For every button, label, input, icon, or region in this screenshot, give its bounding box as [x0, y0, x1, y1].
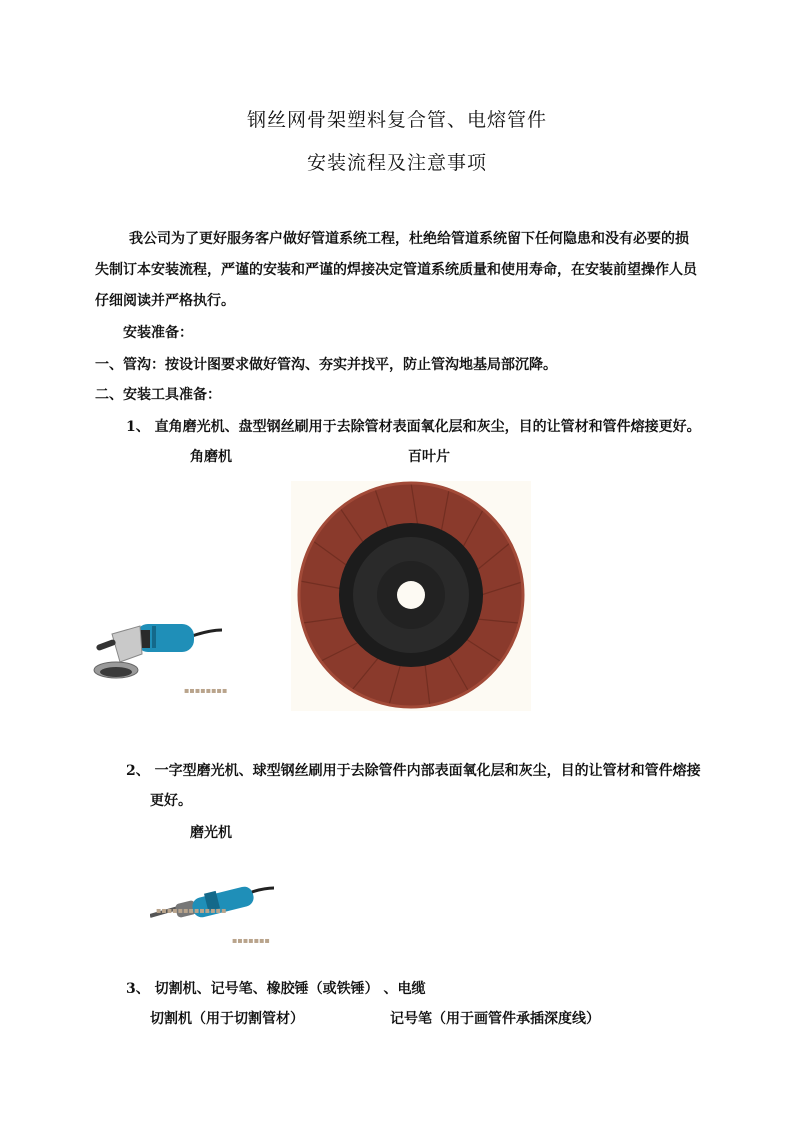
document-subtitle: 安装流程及注意事项	[306, 152, 487, 174]
watermark-die-grinder-2: ▪▪▪▪▪▪▪	[232, 936, 270, 945]
step-trench: 一、管沟：按设计图要求做好管沟、夯实并找平，防止管沟地基局部沉降。	[95, 357, 557, 373]
caption-die-grinder: 磨光机	[190, 825, 232, 841]
caption-marker: 记号笔（用于画管件承插深度线）	[390, 1011, 600, 1027]
die-grinder-image	[150, 882, 276, 926]
tool-item-1: 1、 直角磨光机、盘型钢丝刷用于去除管材表面氧化层和灰尘，目的让管材和管件熔接更好。	[126, 419, 701, 435]
tool-item-3: 3、 切割机、记号笔、橡胶锤（或铁锤） 、电缆	[126, 981, 426, 997]
watermark-die-grinder: ▪▪▪▪▪▪▪▪▪▪▪▪▪	[156, 906, 227, 915]
intro-paragraph: 我公司为了更好服务客户做好管道系统工程，杜绝给管道系统留下任何隐患和没有必要的损失制订本安装流程，严谨的安装和严谨的焊接决定管道系统质量和使用寿命，在安装前望操作人员仔细阅读并严格执行。	[95, 231, 697, 309]
flap-disc-image	[291, 481, 531, 711]
angle-grinder-image	[92, 612, 224, 696]
tool-item-2: 2、 一字型磨光机、球型钢丝刷用于去除管件内部表面氧化层和灰尘，目的让管材和管件熔接	[126, 763, 701, 779]
caption-cutter: 切割机（用于切割管材）	[150, 1011, 304, 1027]
step-tools: 二、安装工具准备：	[95, 387, 221, 403]
tool-item-2-continued: 更好。	[150, 793, 192, 809]
caption-angle-grinder: 角磨机	[190, 449, 232, 465]
watermark-angle-grinder: ▪▪▪▪▪▪▪▪	[184, 686, 228, 695]
prep-heading: 安装准备：	[123, 325, 193, 341]
caption-flap-disc: 百叶片	[408, 449, 450, 465]
document-title: 钢丝网骨架塑料复合管、电熔管件	[246, 109, 547, 131]
